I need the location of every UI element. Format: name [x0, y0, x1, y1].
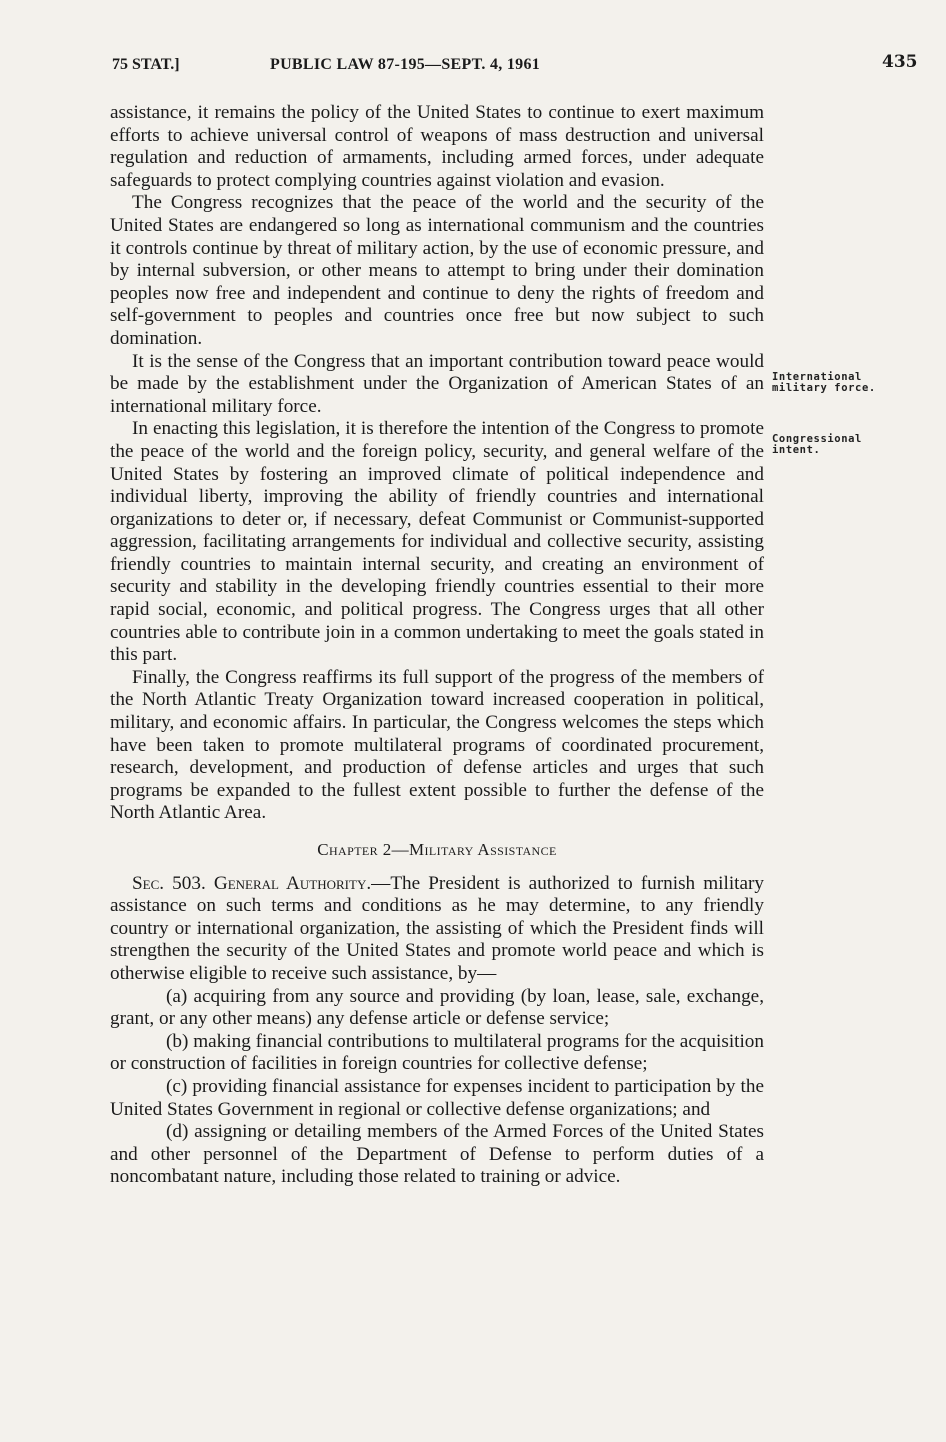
paragraph: assistance, it remains the policy of the United States to continue to exert maximum efforts to achieve universal control of weapons of mass destruction and universal regulation and reduction of armaments, including armed forces, under adequate safeguards to protect complying countries against violation and evasion. [110, 102, 764, 191]
header-page-number: 435 [882, 52, 918, 72]
margin-note-line: intent. [772, 444, 821, 456]
section-paragraph [110, 873, 764, 986]
paragraph: The Congress recognizes that the peace of the world and the security of the United States are endangered so long as international communism and the countries it controls continue by threat of military action, by the use of economic pressure, and by internal subversion, or other means to attempt to bring under their domination peoples now free and independent and continue to deny the rights of freedom and self-government to peoples and countries once free but now subject to such domination. [110, 192, 764, 349]
page-header [112, 52, 918, 84]
margin-note-line: International [772, 371, 862, 383]
paragraph: In enacting this legislation, it is therefore the intention of the Congress to promote the peace of the world and the foreign policy, security, and general welfare of the United States by fostering an improved climate of political independence and individual liberty, improving the ability of friendly countries and international organizations to deter or, if necessary, defeat Communist or Communist-supported aggression, facilitating arrangements for individual and collective security, assisting friendly countries to maintain internal security, and creating an environment of security and stability in the developing friendly countries essential to their more rapid social, economic, and political progress. The Congress urges that all other countries able to contribute join in a common undertaking to meet the goals stated in this part. [110, 418, 764, 666]
margin-note-congressional-intent [772, 434, 862, 456]
section-text: —The President is authorized to furnish military assistance on such terms and conditions as he may determine, to any friendly country or international organization, the assisting of which the President finds will strengthen the security of the United States and promote world peace and which is otherwise eligible to receive such assistance, by— [110, 872, 764, 984]
list-item: (b) making financial contributions to multilateral programs for the acquisition or construction of facilities in foreign countries for collective defense; [110, 1030, 764, 1075]
list-item: (c) providing financial assistance for expenses incident to participation by the United States Government in regional or collective defense organizations; and [110, 1075, 764, 1120]
document-body [110, 102, 764, 1189]
header-volume: 75 STAT.] [112, 56, 180, 73]
chapter-heading: Chapter 2—Military Assistance [317, 840, 557, 859]
paragraph: Finally, the Congress reaffirms its full support of the progress of the members of the North Atlantic Treaty Organization toward increased cooperation in political, military, and economic affairs. In particular, the Congress welcomes the steps which have been taken to promote multilateral programs of coordinated procurement, research, development, and production of defense articles and urges that such programs be expanded to the fullest extent possible to further the defense of the North Atlantic Area. [110, 666, 764, 824]
paragraph: It is the sense of the Congress that an important contribution toward peace would be made by the establishment under the Organization of American States of an international military force. [110, 350, 764, 417]
header-law-title: PUBLIC LAW 87-195—SEPT. 4, 1961 [270, 56, 541, 73]
section-label: Sec. 503. General Authority. [132, 872, 372, 894]
margin-note-international-force [772, 372, 876, 394]
list-item: (a) acquiring from any source and providing (by loan, lease, sale, exchange, grant, or any other means) any defense article or defense service; [110, 985, 764, 1030]
list-item: (d) assigning or detailing members of the Armed Forces of the United States and other personnel of the Department of Defense to perform duties of a noncombatant nature, including those related to training or advice. [110, 1121, 764, 1188]
margin-note-line: military force. [772, 382, 876, 394]
margin-note-line: Congressional [772, 433, 862, 445]
